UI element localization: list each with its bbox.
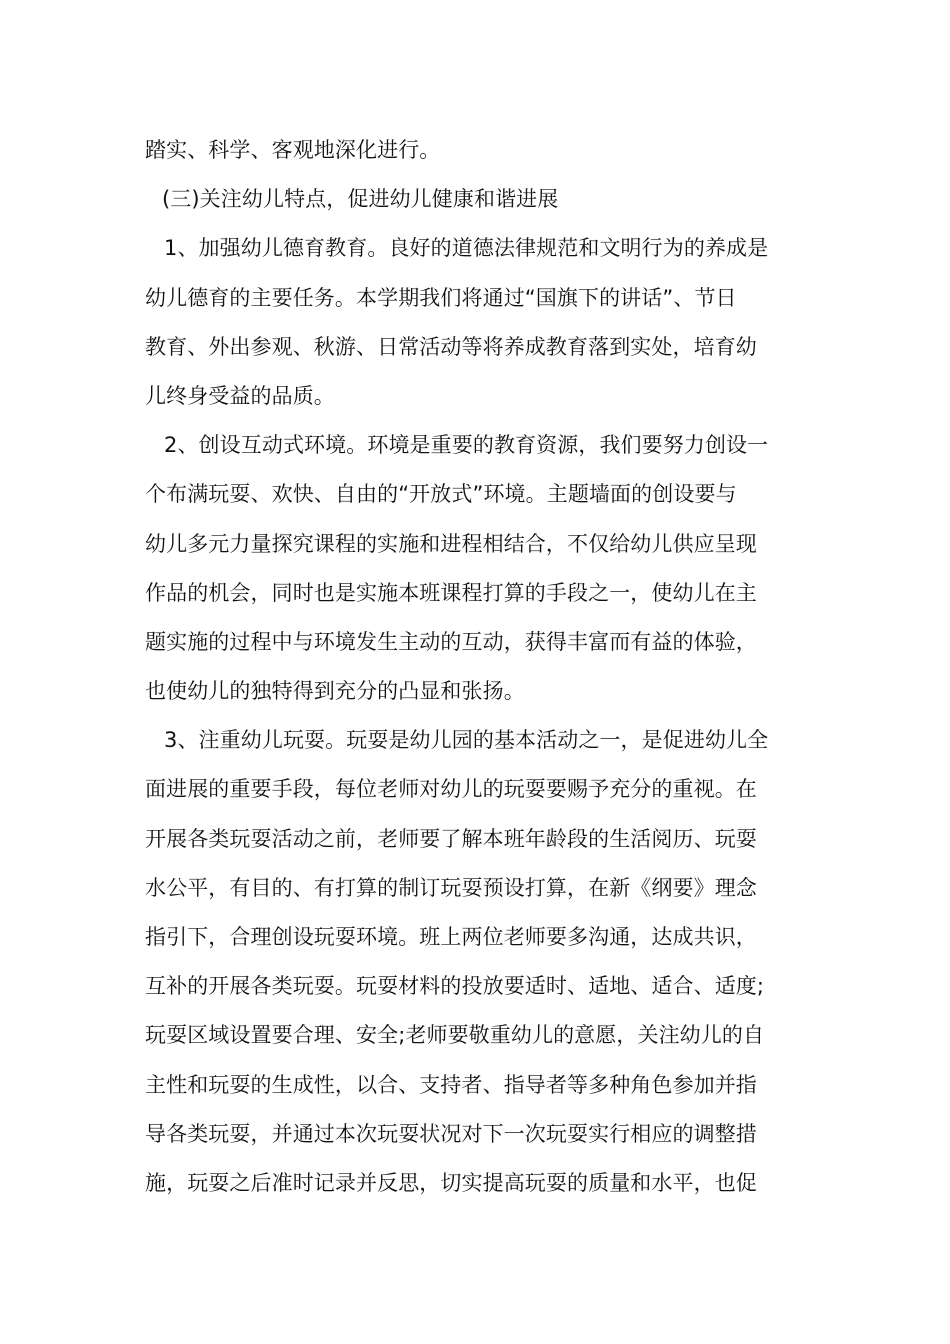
text-line: 面进展的重要手段，每位老师对幼儿的玩耍要赐予充分的重视。在 [145, 777, 757, 802]
section-heading: (三)关注幼儿特点，促进幼儿健康和谐进展 [162, 187, 559, 212]
text-line: 指引下，合理创设玩耍环境。班上两位老师要多沟通，达成共识， [145, 925, 757, 949]
text-line: 作品的机会，同时也是实施本班课程打算的手段之一，使幼儿在主 [145, 580, 757, 605]
text-line: 玩耍区域设置要合理、安全;老师要敬重幼儿的意愿，关注幼儿的自 [145, 1023, 765, 1048]
text-line: 导各类玩耍，并通过本次玩耍状况对下一次玩耍实行相应的调整措 [145, 1121, 757, 1146]
text-line: 水公平，有目的、有打算的制订玩耍预设打算，在新《纲要》理念 [145, 875, 757, 900]
text-line: 也使幼儿的独特得到充分的凸显和张扬。 [145, 679, 525, 704]
text-line: 题实施的过程中与环境发生主动的互动，获得丰富而有益的体验， [145, 629, 757, 654]
text-line: 2、创设互动式环境。环境是重要的教育资源，我们要努力创设一 [164, 433, 769, 458]
text-line: 踏实、科学、客观地深化进行。 [145, 138, 441, 162]
text-line: 主性和玩耍的生成性，以合、支持者、指导者等多种角色参加并指 [145, 1072, 757, 1097]
text-line: 互补的开展各类玩耍。玩耍材料的投放要适时、适地、适合、适度; [145, 974, 765, 999]
text-line: 开展各类玩耍活动之前，老师要了解本班年龄段的生活阅历、玩耍 [145, 826, 757, 851]
text-line: 幼儿德育的主要任务。本学期我们将通过“国旗下的讲话”、节日 [145, 285, 737, 310]
text-line: 3、注重幼儿玩耍。玩耍是幼儿园的基本活动之一，是促进幼儿全 [164, 728, 769, 753]
text-line: 教育、外出参观、秋游、日常活动等将养成教育落到实处，培育幼 [145, 334, 757, 359]
text-line: 1、加强幼儿德育教育。良好的道德法律规范和文明行为的养成是 [164, 236, 769, 261]
text-line: 幼儿多元力量探究课程的实施和进程相结合，不仅给幼儿供应呈现 [145, 531, 757, 556]
document-body [145, 126, 807, 1208]
text-line: 儿终身受益的品质。 [145, 383, 335, 408]
text-line: 施，玩耍之后准时记录并反思，切实提高玩耍的质量和水平，也促 [145, 1170, 757, 1195]
text-line: 个布满玩耍、欢快、自由的“开放式”环境。主题墙面的创设要与 [145, 482, 737, 507]
